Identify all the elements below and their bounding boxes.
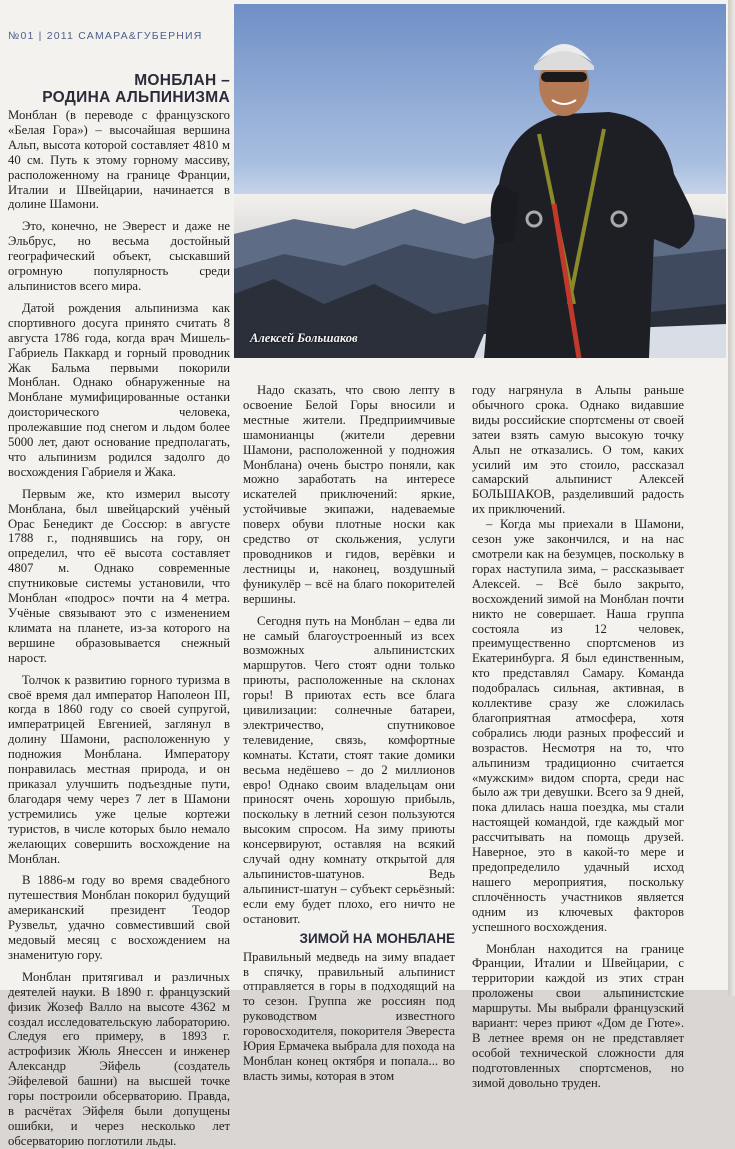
paragraph: Правильный медведь на зиму впадает в спячку, правильный альпинист отправляется в горы в подходящий на то сезон. Группа же россиян под руководством известного горовосходителя, покорителя Эвереста Юрия Ермачека выбрала для похода на Монблан конец октября и попала... во власть зимы, которая в этом xyxy=(243,949,455,1083)
paragraph: Первым же, кто измерил высоту Монблана, был швейцарский учёный Орас Бенедикт де Соссюр: в августе 1788 г., поднявшись на гору, он определил, что её высота составляет 4807 м. Однако современные спутниковые системы установили, что Монблан «подрос» почти на 4 метра. Учёные связывают это с изменением климата на планете, из-за которого на вершине образовывается снежный нарост. xyxy=(8,486,230,665)
column-3 xyxy=(472,383,684,1091)
article-title-line-1: МОНБЛАН – xyxy=(134,72,230,89)
paragraph: Сегодня путь на Монблан – едва ли не самый благоустроенный из всех возможных альпинистских маршрутов. Чего стоят одни только приюты, расположенные на склонах горы! В приютах есть все блага цивилизации: солнечные батареи, электричество, спутниковое телевидение, связь, комфортные комнаты. Кстати, стоят такие домики весьма недёшево – до 2 миллионов евро! Однако своим владельцам они приносят очень хорошую прибыль, поскольку в летний сезон пользуются высоким спросом. На зиму приюты консервируют, оставляя на всякий случай одну комнату открытой для альпинистов-шатунов. Ведь альпинист-шатун – субъект серьёзный: если ему будет плохо, его ничто не остановит. xyxy=(243,613,455,926)
column-2 xyxy=(243,383,455,1084)
paragraph: Монблан притягивал и различных деятелей науки. В 1890 г. французский физик Жозеф Валло на высоте 4362 м создал исследовательскую лабораторию. Следуя его примеру, в 1893 г. астрофизик Жюль Янессен и инженер Александр Эйфель (создатель Эйфелевой башни) на высшей точке горы построили обсерваторию. Правда, в расчётах Эйфеля были допущены ошибки, и через несколько лет обсерваторию поглотили льды. xyxy=(8,969,230,1148)
paragraph: Монблан (в переводе с французского «Белая Гора») – высочайшая вершина Альп, высота которой составляет 4810 м 40 см. Путь к этому горному массиву, расположенному на границе Франции, Италии и Швейцарии, начинается в долине Шамони. xyxy=(8,108,230,212)
section-subheading: ЗИМОЙ НА МОНБЛАНЕ xyxy=(299,930,455,946)
climber-photo xyxy=(234,4,726,358)
paragraph: году нагрянула в Альпы раньше обычного срока. Однако видавшие виды российские спортсмены от своей затеи взять самую высокую точку Альп не отказались. О том, каких усилий им это стоило, рассказал самарский альпинист Алексей БОЛЬШАКОВ, разделивший радость их приключений. xyxy=(472,383,684,517)
page-edge xyxy=(728,0,735,996)
paragraph: Надо сказать, что свою лепту в освоение Белой Горы вносили и местные жители. Предприимчивые шамонианцы (жители деревни Шамони, расположенной у подножия Монблана) очень быстро поняли, как можно заработать на интересе искателей приключений: яркие, устойчивые экипажи, надеваемые поверх обуви плотные носки как средство от скольжения, услуги проводников и гидов, верёвки и лестницы и, наконец, воздушный фуникулёр – всё на благо покорителей вершины. xyxy=(243,383,455,606)
paragraph: Монблан находится на границе Франции, Италии и Швейцарии, с территории каждой из этих стран проложены свои альпинистские маршруты. Мы выбрали французский вариант: через приют «Дом де Гюте». В летнее время он не представляет особой технической сложности для подготовленных спортсменов, но зимой довольно труден. xyxy=(472,941,684,1090)
article-title xyxy=(8,72,230,106)
paragraph: Это, конечно, не Эверест и даже не Эльбрус, но весьма достойный географический объект, сыскавший огромную популярность среди альпинистов всего мира. xyxy=(8,219,230,293)
paragraph: В 1886-м году во время свадебного путешествия Монблан покорил будущий американский президент Теодор Рузвельт, удачно совместивший свой медовый месяц с восхождением на знаменитую гору. xyxy=(8,873,230,962)
column-1 xyxy=(8,72,230,1149)
paragraph: Толчок к развитию горного туризма в своё время дал император Наполеон III, когда в 1860 году со своей супругой, императрицей Евгенией, заглянул в долину Шамони, расположенную у подножия Монблана. Императору понравилась местная природа, и он приказал улучшить подъездные пути, благодаря чему через 7 лет в Шамони устремились уже целые кортежи туристов, в числе которых было немало желающих совершить восхождение на Монблан. xyxy=(8,672,230,866)
paragraph: – Когда мы приехали в Шамони, сезон уже закончился, и на нас смотрели как на безумцев, поскольку в горах наступила зима, – рассказывает Алексей. – Всё было закрыто, восхождений зимой на Монблан почти никто не совершает. Наша группа состояла из 12 человек, преимущественно спортсменов из Екатеринбурга. Я был единственным, кто представлял Самару. Команда подобралась сильная, активная, в коллективе сразу же сложилась благоприятная атмосфера, хотя собрались люди разных профессий и возрастов. Несмотря на то, что альпинизм традиционно считается «мужским» видом спорта, среди нас было аж три девушки. Всего за 9 дней, пока длилась наша поездка, мы стали настоящей командой, где каждый мог рассчитывать на помощь друзей. Наверное, это в какой-то мере и предопределило удачный исход нашего мероприятия, поскольку сплочённость участников является одним из ключевых факторов успешного восхождения. xyxy=(472,517,684,934)
page-header: №01 | 2011 САМАРА&ГУБЕРНИЯ xyxy=(8,30,203,42)
photo-caption: Алексей Большаков xyxy=(250,331,358,345)
article-title-line-2: РОДИНА АЛЬПИНИЗМА xyxy=(42,89,230,106)
paragraph: Датой рождения альпинизма как спортивного досуга принято считать 8 августа 1786 года, когда врач Мишель-Габриель Паккард и горный проводник Жак Бальма первыми покорили Монблан. Однако обнаруженные на Монблане мумифицированные останки доисторического человека, пролежавшие под снегом и льдом более 5000 лет, дают основание предполагать, что альпинизм родился задолго до восхождения Габриеля и Жака. xyxy=(8,300,230,479)
